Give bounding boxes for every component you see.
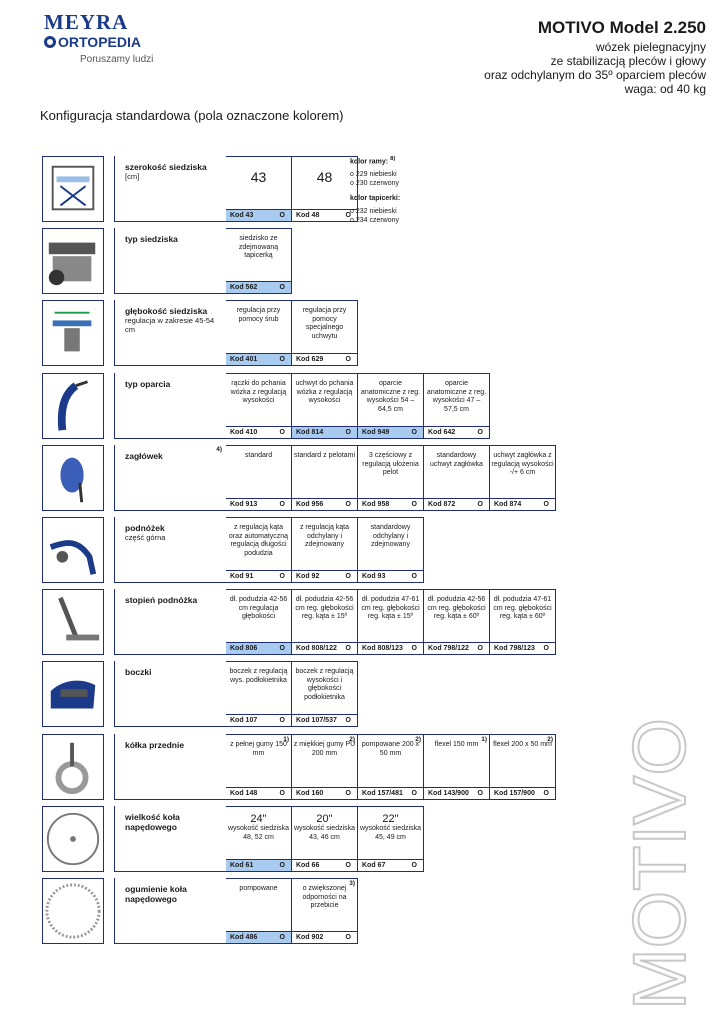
option-code	[226, 426, 291, 438]
header-line-4: waga: od 40 kg	[624, 82, 706, 96]
option-code	[424, 642, 489, 654]
logo-circle-icon	[44, 36, 56, 48]
option-cell[interactable]	[358, 517, 424, 583]
option-cell[interactable]	[292, 806, 358, 872]
code-label: Kod 92	[296, 573, 320, 580]
option-description: boczek z regulacją wysokości i głębokości podłokietnika	[295, 668, 354, 701]
option-cell[interactable]	[490, 589, 556, 655]
checkbox-mark[interactable]: O	[345, 862, 351, 869]
upholstery-color-title: kolor tapicerki:	[350, 195, 401, 203]
option-code	[292, 931, 357, 943]
option-code	[358, 859, 423, 871]
component-name: podnóżek	[125, 523, 165, 533]
option-code	[358, 787, 423, 799]
code-label: Kod 913	[230, 501, 258, 508]
option-cell[interactable]	[358, 734, 424, 800]
component-name: stopień podnóżka	[125, 595, 198, 605]
option-cell[interactable]	[226, 734, 292, 800]
motivo-watermark	[600, 715, 720, 1015]
checkbox-mark[interactable]: O	[411, 790, 417, 797]
checkbox-mark[interactable]: O	[411, 429, 417, 436]
checkbox-mark[interactable]: O	[345, 356, 351, 363]
component-label	[114, 806, 226, 872]
component-name: kółka przednie	[125, 740, 185, 750]
component-thumbnail	[42, 878, 104, 944]
watermark-text: MOTIVO	[618, 718, 701, 1010]
option-cell[interactable]	[226, 589, 292, 655]
code-label: Kod 562	[230, 284, 258, 291]
checkbox-mark[interactable]: O	[279, 501, 285, 508]
option-cell[interactable]	[424, 373, 490, 439]
option-cell[interactable]	[226, 228, 292, 294]
checkbox-mark[interactable]: O	[279, 212, 285, 219]
component-note: [cm]	[125, 172, 140, 181]
option-description: dł. podudzia 42-56 cm regulacja głębokości	[229, 596, 288, 620]
option-code	[226, 787, 291, 799]
option-description: uchwyt do pchania wózka z regulacją wysokości	[295, 380, 354, 404]
wheel-size: 20"	[316, 813, 333, 825]
option-cell[interactable]	[226, 445, 292, 511]
checkbox-mark[interactable]: O	[477, 429, 483, 436]
checkbox-mark[interactable]: O	[279, 284, 285, 291]
option-description: standard z pelotami	[293, 452, 356, 459]
footnote-mark: 1)	[283, 736, 289, 743]
code-label: Kod 91	[230, 573, 254, 580]
option-code	[292, 787, 357, 799]
checkbox-mark[interactable]: O	[279, 356, 285, 363]
option-description: siedzisko ze zdejmowaną tapicerką	[238, 235, 279, 259]
footnote-mark: 4)	[216, 446, 222, 453]
logo-tagline: Poruszamy ludzi	[80, 54, 154, 65]
component-label	[114, 373, 226, 439]
component-label	[114, 734, 226, 800]
wheel-size: 24"	[250, 813, 267, 825]
option-code	[226, 281, 291, 293]
code-label: Kod 808/123	[362, 645, 403, 652]
option-code	[226, 859, 291, 871]
option-cell[interactable]	[358, 445, 424, 511]
component-label	[114, 156, 226, 222]
option-cell[interactable]	[424, 734, 490, 800]
code-label: Kod 61	[230, 862, 254, 869]
option-description: standardowy uchwyt zagłówka	[430, 452, 483, 468]
option-cell[interactable]	[358, 806, 424, 872]
footnote-mark: 1)	[481, 736, 487, 743]
component-name: boczki	[125, 667, 152, 677]
option-code	[292, 209, 357, 221]
option-cell[interactable]	[226, 806, 292, 872]
component-label	[114, 661, 226, 727]
header-line-1: wózek pielegnacyjny	[595, 40, 706, 54]
code-label: Kod 48	[296, 212, 320, 219]
checkbox-mark[interactable]: O	[411, 645, 417, 652]
option-cell[interactable]	[292, 156, 358, 222]
footnote-mark: 2)	[349, 736, 355, 743]
company-logo	[44, 12, 164, 65]
option-description: o zwiększonej odporności na przebicie	[302, 885, 347, 909]
code-label: Kod 798/122	[428, 645, 469, 652]
option-description: dł. podudzia 47-61 cm reg. głębokości reg. kąta ± 60º	[493, 596, 552, 620]
component-thumbnail	[42, 517, 104, 583]
component-thumbnail	[42, 806, 104, 872]
option-code	[292, 859, 357, 871]
code-label: Kod 93	[362, 573, 386, 580]
option-code	[292, 642, 357, 654]
code-label: Kod 642	[428, 429, 456, 436]
component-thumbnail	[42, 300, 104, 366]
option-cell[interactable]	[292, 445, 358, 511]
code-label: Kod 410	[230, 429, 258, 436]
checkbox-mark[interactable]: O	[345, 934, 351, 941]
option-code	[424, 787, 489, 799]
option-cell[interactable]	[424, 445, 490, 511]
option-code	[226, 498, 291, 510]
option-code	[358, 426, 423, 438]
option-description	[358, 807, 423, 842]
component-label	[114, 445, 226, 511]
code-label: Kod 872	[428, 501, 456, 508]
code-label: Kod 401	[230, 356, 258, 363]
frame-color-title: kolor ramy: $^{8)}$	[350, 156, 396, 166]
component-label	[114, 517, 226, 583]
checkbox-mark[interactable]: O	[345, 645, 351, 652]
option-code	[292, 426, 357, 438]
checkbox-mark[interactable]: O	[279, 717, 285, 724]
component-thumbnail	[42, 734, 104, 800]
code-label: Kod 956	[296, 501, 324, 508]
code-label: Kod 808/122	[296, 645, 337, 652]
option-code	[226, 931, 291, 943]
code-label: Kod 160	[296, 790, 324, 797]
section-title: Konfiguracja standardowa (pola oznaczone kolorem)	[40, 108, 344, 123]
component-note: regulacja w zakresie 45-54 cm	[125, 316, 215, 334]
component-label	[114, 878, 226, 944]
component-thumbnail	[42, 228, 104, 294]
checkbox-mark[interactable]: O	[345, 573, 351, 580]
component-thumbnail	[42, 589, 104, 655]
code-label: Kod 486	[230, 934, 258, 941]
checkbox-mark[interactable]: O	[345, 501, 351, 508]
option-cell[interactable]	[226, 517, 292, 583]
code-label: Kod 157/900	[494, 790, 535, 797]
option-code	[292, 714, 357, 726]
logo-brand: MEYRA	[44, 10, 129, 34]
option-description: oparcie anatomiczne z reg. wysokości 54 – 64,5 cm	[360, 380, 421, 413]
checkbox-mark[interactable]: O	[279, 645, 285, 652]
option-cell[interactable]	[490, 734, 556, 800]
checkbox-mark[interactable]: O	[477, 501, 483, 508]
checkbox-mark[interactable]: O	[279, 934, 285, 941]
option-description: pompowane 200 x 50 mm	[361, 741, 420, 757]
option-code	[226, 642, 291, 654]
code-label: Kod 806	[230, 645, 258, 652]
footnote-mark: 2)	[547, 736, 553, 743]
code-label: Kod 143/900	[428, 790, 469, 797]
checkbox-mark[interactable]: O	[345, 790, 351, 797]
component-thumbnail	[42, 661, 104, 727]
option-description: 48	[316, 169, 333, 185]
option-description: flexel 150 mm	[434, 741, 479, 748]
option-description: uchwyt zagłówka z regulacją wysokości -/+ 6 cm	[491, 452, 554, 476]
code-label: Kod 43	[230, 212, 254, 219]
code-label: Kod 629	[296, 356, 324, 363]
checkbox-mark[interactable]: O	[411, 862, 417, 869]
option-description: z regulacją kąta odchylany i zdejmowany	[299, 524, 350, 548]
component-name: typ siedziska	[125, 234, 178, 244]
option-code	[424, 498, 489, 510]
option-cell[interactable]	[226, 373, 292, 439]
option-description: standardowy odchylany i zdejmowany	[370, 524, 411, 548]
option-code	[226, 714, 291, 726]
component-thumbnail	[42, 445, 104, 511]
option-description: z miękkiej gumy PU 200 mm	[293, 741, 356, 757]
option-description: dł. podudzia 47-61 cm reg. głębokości reg. kąta ± 15º	[361, 596, 420, 620]
component-label	[114, 228, 226, 294]
component-name: zagłówek	[125, 451, 163, 461]
checkbox-mark[interactable]: O	[543, 790, 549, 797]
component-note: część górna	[125, 533, 166, 542]
option-cell[interactable]	[292, 661, 358, 727]
option-cell[interactable]	[292, 300, 358, 366]
code-label: Kod 874	[494, 501, 522, 508]
checkbox-mark[interactable]: O	[411, 501, 417, 508]
code-label: Kod 902	[296, 934, 324, 941]
option-code	[490, 642, 555, 654]
code-label: Kod 107/537	[296, 717, 337, 724]
product-title: MOTIVO Model 2.250	[537, 18, 706, 37]
component-thumbnail	[42, 156, 104, 222]
checkbox-mark[interactable]: O	[345, 429, 351, 436]
seat-height: wysokość siedziska 48, 52 cm	[227, 825, 290, 841]
option-description: regulacja przy pomocy śrub	[236, 307, 281, 323]
checkbox-mark[interactable]: O	[279, 790, 285, 797]
option-description	[226, 807, 291, 842]
code-label: Kod 148	[230, 790, 258, 797]
header-line-2: ze stabilizacją pleców i głowy	[550, 54, 706, 68]
option-code	[358, 498, 423, 510]
option-cell[interactable]	[226, 661, 292, 727]
option-description: z regulacją kąta oraz automatyczną regulacją długości podudzia	[228, 524, 289, 557]
checkbox-mark[interactable]: O	[345, 717, 351, 724]
upholstery-color-option: o 234 czerwony	[350, 217, 400, 225]
option-cell[interactable]	[292, 589, 358, 655]
option-code	[292, 570, 357, 582]
option-cell[interactable]	[424, 589, 490, 655]
option-cell[interactable]	[226, 878, 292, 944]
option-code	[226, 209, 291, 221]
checkbox-mark[interactable]: O	[411, 573, 417, 580]
code-label: Kod 798/123	[494, 645, 535, 652]
option-code	[226, 570, 291, 582]
code-label: Kod 67	[362, 862, 386, 869]
wheel-size: 22"	[382, 813, 399, 825]
option-code	[292, 498, 357, 510]
option-description: pompowane	[239, 885, 278, 892]
checkbox-mark[interactable]: O	[543, 645, 549, 652]
option-cell[interactable]	[226, 300, 292, 366]
checkbox-mark[interactable]: O	[345, 212, 351, 219]
footnote-mark: 2)	[415, 736, 421, 743]
checkbox-mark[interactable]: O	[477, 790, 483, 797]
checkbox-mark[interactable]: O	[279, 429, 285, 436]
component-thumbnail	[42, 373, 104, 439]
option-cell[interactable]	[292, 373, 358, 439]
frame-color-option: o 230 czerwony	[350, 180, 400, 188]
component-name: głębokość siedziska	[125, 306, 208, 316]
option-description: oparcie anatomiczne z reg. wysokości 47 – 57,5 cm	[426, 380, 487, 413]
component-name: wielkość koła napędowego	[125, 812, 180, 832]
header-line-3: oraz odchylanym do 35º oparciem pleców	[484, 68, 706, 82]
code-label: Kod 66	[296, 862, 320, 869]
option-description: 43	[250, 169, 267, 185]
option-description: regulacja przy pomocy specjalnego uchwytu	[302, 307, 347, 340]
component-name: ogumienie koła napędowego	[125, 884, 187, 904]
option-description: dł. podudzia 42-56 cm reg. głębokości reg. kąta ± 60º	[427, 596, 486, 620]
option-cell[interactable]	[292, 734, 358, 800]
option-cell[interactable]	[358, 589, 424, 655]
option-description: flexel 200 x 50 mm	[493, 741, 552, 748]
component-label	[114, 300, 226, 366]
option-description: standard	[244, 452, 273, 459]
checkbox-mark[interactable]: O	[279, 862, 285, 869]
option-description: z pełnej gumy 150 mm	[230, 741, 287, 757]
footnote-mark: 8)	[390, 156, 396, 162]
option-cell[interactable]	[292, 878, 358, 944]
component-label	[114, 589, 226, 655]
option-code	[424, 426, 489, 438]
option-code	[358, 570, 423, 582]
option-cell[interactable]	[226, 156, 292, 222]
seat-height: wysokość siedziska 45, 49 cm	[359, 825, 422, 841]
option-description: rączki do pchania wózka z regulacją wysokości	[230, 380, 287, 404]
option-description	[292, 807, 357, 842]
upholstery-color-option: o 232 niebieski	[350, 208, 397, 216]
option-description: 3 częściowy z regulacją ułożenia pelot	[362, 452, 419, 476]
component-name: typ oparcia	[125, 379, 171, 389]
code-label: Kod 107	[230, 717, 258, 724]
code-label: Kod 157/481	[362, 790, 403, 797]
checkbox-mark[interactable]: O	[477, 645, 483, 652]
option-code	[490, 787, 555, 799]
logo-sub	[44, 34, 164, 50]
code-label: Kod 958	[362, 501, 390, 508]
option-code	[358, 642, 423, 654]
checkbox-mark[interactable]: O	[279, 573, 285, 580]
footnote-mark: 3)	[349, 880, 355, 887]
frame-color-option: o 229 niebieski	[350, 171, 397, 179]
option-description: boczek z regulacją wys. podłokietnika	[229, 668, 288, 684]
document-header	[484, 18, 706, 96]
code-label: Kod 814	[296, 429, 324, 436]
option-code	[490, 498, 555, 510]
option-cell[interactable]	[358, 373, 424, 439]
option-cell[interactable]	[490, 445, 556, 511]
seat-height: wysokość siedziska 43, 46 cm	[293, 825, 356, 841]
option-code	[226, 353, 291, 365]
component-name: szerokość siedziska	[125, 162, 207, 172]
code-label: Kod 949	[362, 429, 390, 436]
logo-sub-text: ORTOPEDIA	[58, 34, 141, 50]
option-description: dł. podudzia 42-56 cm reg. głębokości reg. kąta ± 15º	[295, 596, 354, 620]
option-code	[292, 353, 357, 365]
checkbox-mark[interactable]: O	[543, 501, 549, 508]
option-cell[interactable]	[292, 517, 358, 583]
